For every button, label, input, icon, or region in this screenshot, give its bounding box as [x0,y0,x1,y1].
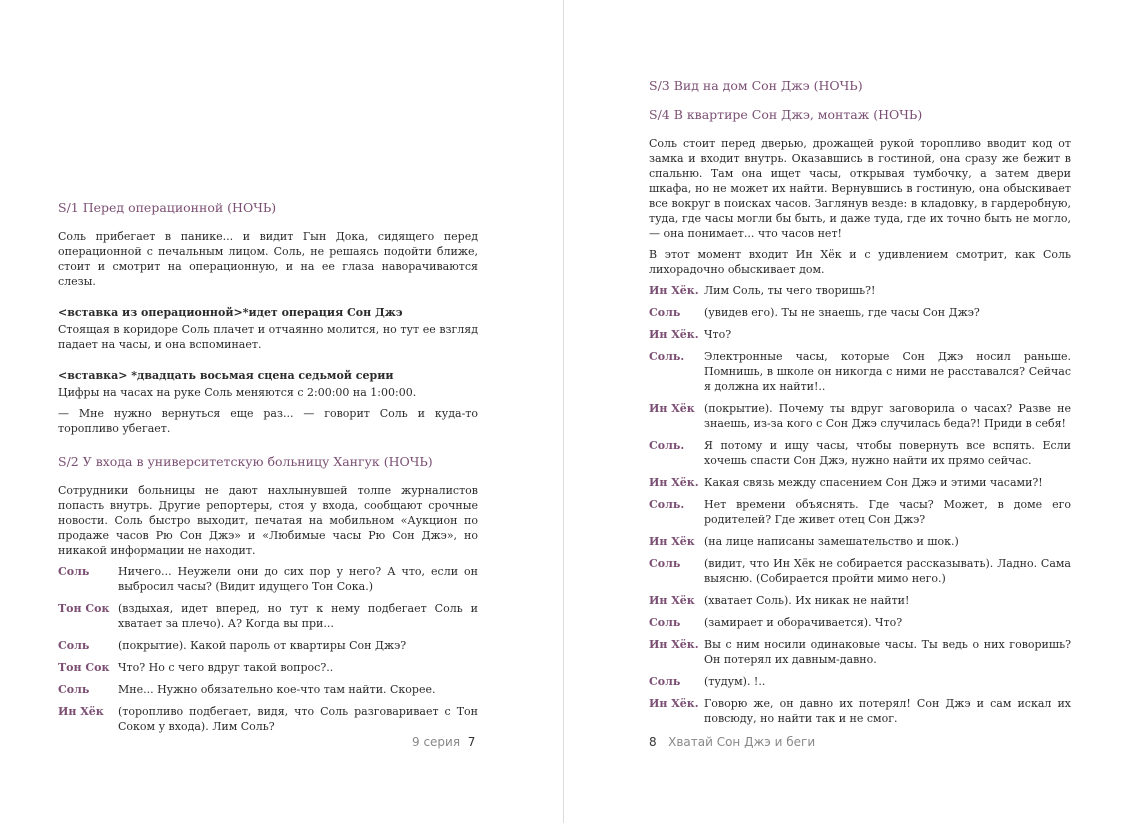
dialogue-line [649,349,1071,394]
speaker-name: Ин Хёк. [649,328,699,341]
dialogue-text: (тудум). !.. [704,675,766,688]
dialogue-line [649,593,1071,608]
dialogue-text: Вы с ним носили одинаковые часы. Ты ведь о них говоришь? Он потерял их давным-давно. [704,638,1071,666]
dialogue-text: (замирает и оборачивается). Что? [704,616,903,629]
right-page [564,0,1125,823]
dialogue-line [649,475,1071,490]
speaker-name: Соль [58,683,90,696]
dialogue-line [649,327,1071,342]
dialogue-line [58,638,478,653]
dialogue-text: Говорю же, он давно их потерял! Сон Джэ и сам искал их повсюду, но найти так и не смог. [704,697,1071,725]
dialogue-line [649,283,1071,298]
page-folio [412,735,475,749]
speaker-name: Ин Хёк [649,535,695,548]
dialogue-text: (покрытие). Почему ты вдруг заговорила о часах? Разве не знаешь, из-за кого с Сон Джэ случилась беда?! Приди в себя! [704,402,1071,430]
series-label: 9 серия [412,735,461,749]
paragraph: — Мне нужно вернуться еще раз... — говорит Соль и куда-то торопливо убегает. [58,407,478,435]
dialogue-line [649,615,1071,630]
dialogue-line [649,696,1071,726]
dialogue-text: Я потому и ищу часы, чтобы повернуть все вспять. Если хочешь спасти Сон Джэ, нужно найти их прямо сейчас. [704,439,1071,467]
speaker-name: Соль [58,639,90,652]
speaker-name: Ин Хёк. [649,284,699,297]
page-number: 8 [649,735,657,749]
speaker-name: Ин Хёк. [649,697,699,710]
dialogue-line [649,497,1071,527]
speaker-name: Соль [649,557,681,570]
dialogue-line [649,401,1071,431]
dialogue-line [58,704,478,734]
paragraph: В этот момент входит Ин Хёк и с удивлением смотрит, как Соль лихорадочно обыскивает дом. [649,248,1071,276]
dialogue-line [649,637,1071,667]
dialogue-text: Что? Но с чего вдруг такой вопрос?.. [118,661,334,674]
dialogue-line [649,556,1071,586]
dialogue-text: (видит, что Ин Хёк не собирается рассказывать). Ладно. Сама выясню. (Собирается пройти мимо него.) [704,557,1071,585]
dialogue-line [58,682,478,697]
paragraph: Соль прибегает в панике... и видит Гын Дока, сидящего перед операционной с печальным лицом. Соль, не решаясь подойти ближе, стоит и смотрит на операционную, и на ее глаза наворачиваются слезы. [58,230,478,288]
speaker-name: Ин Хёк [649,594,695,607]
dialogue-line [649,438,1071,468]
book-title: Хватай Сон Джэ и беги [668,735,816,749]
paragraph: Стоящая в коридоре Соль плачет и отчаянно молится, но тут ее взгляд падает на часы, и она вспоминает. [58,323,478,351]
dialogue-text: (увидев его). Ты не знаешь, где часы Сон Джэ? [704,306,980,319]
insert-note: <вставка> *двадцать восьмая сцена седьмой серии [58,369,394,382]
speaker-name: Ин Хёк [58,705,104,718]
dialogue-line [58,601,478,631]
speaker-name: Ин Хёк. [649,638,699,651]
dialogue-line [58,660,478,675]
dialogue-line [649,534,1071,549]
speaker-name: Соль. [649,350,685,363]
paragraph: Сотрудники больницы не дают нахлынувшей толпе журналистов попасть внутрь. Другие репортеры, стоя у входа, сообщают срочные новости. Соль быстро выходит, печатая на мобильном «Аукцион по продаже часов Рю Сон Джэ» и «Любимые часы Рю Сон Джэ», но никакой информации не находит. [58,484,478,557]
scene-heading-s2: S/2 У входа в университетскую больницу Хангук (НОЧЬ) [58,454,433,469]
dialogue-text: Ничего... Неужели они до сих пор у него? А что, если он выбросил часы? (Видит идущего Тон Сока.) [118,565,478,593]
dialogue-line [649,674,1071,689]
speaker-name: Соль [649,616,681,629]
dialogue-line [649,305,1071,320]
scene-heading-s1: S/1 Перед операционной (НОЧЬ) [58,200,277,215]
speaker-name: Соль. [649,439,685,452]
right-text-column [649,78,1071,733]
dialogue-text: (хватает Соль). Их никак не найти! [704,594,910,607]
left-text-column [58,200,478,741]
dialogue-text: (торопливо подбегает, видя, что Соль разговаривает с Тон Соком у входа). Лим Соль? [118,705,478,733]
paragraph: Соль стоит перед дверью, дрожащей рукой торопливо вводит код от замка и входит внутрь. Оказавшись в гостиной, она сразу же бежит в спальню. Там она ищет часы, открывая тумбочку, а затем двери шкафа, но не может их найти. Вернувшись в гостиную, она обыскивает все вокруг в поисках часов. Заглянув везде: в кладовку, в гардеробную, туда, где часы могли бы быть, и даже туда, где их точно быть не могло, — она понимает... что часов нет! [649,137,1071,240]
dialogue-text: Электронные часы, которые Сон Джэ носил раньше. Помнишь, в школе он никогда с ними не расставался? Сейчас я должна их найти!.. [704,350,1071,393]
page-number: 7 [467,735,476,749]
dialogue-text: (покрытие). Какой пароль от квартиры Сон Джэ? [118,639,407,652]
speaker-name: Тон Сок [58,661,110,674]
scene-heading-s4: S/4 В квартире Сон Джэ, монтаж (НОЧЬ) [649,107,923,122]
dialogue-text: (на лице написаны замешательство и шок.) [704,535,959,548]
insert-note: <вставка из операционной>*идет операция Сон Джэ [58,306,403,319]
speaker-name: Соль [649,675,681,688]
speaker-name: Соль [58,565,90,578]
speaker-name: Соль [649,306,681,319]
paragraph: Цифры на часах на руке Соль меняются с 2:00:00 на 1:00:00. [58,386,417,399]
dialogue-text: Нет времени объяснять. Где часы? Может, в доме его родителей? Где живет отец Сон Джэ? [704,498,1071,526]
dialogue-text: (вздыхая, идет вперед, но тут к нему подбегает Соль и хватает за плечо). А? Когда вы при... [118,602,478,630]
speaker-name: Соль. [649,498,685,511]
speaker-name: Ин Хёк [649,402,695,415]
dialogue-text: Лим Соль, ты чего творишь?! [704,284,876,297]
dialogue-text: Что? [704,328,732,341]
speaker-name: Тон Сок [58,602,110,615]
dialogue-text: Мне... Нужно обязательно кое-что там найти. Скорее. [118,683,436,696]
page-folio [649,735,815,749]
scene-heading-s3: S/3 Вид на дом Сон Джэ (НОЧЬ) [649,78,863,93]
dialogue-line [58,564,478,594]
dialogue-text: Какая связь между спасением Сон Джэ и этими часами?! [704,476,1043,489]
speaker-name: Ин Хёк. [649,476,699,489]
